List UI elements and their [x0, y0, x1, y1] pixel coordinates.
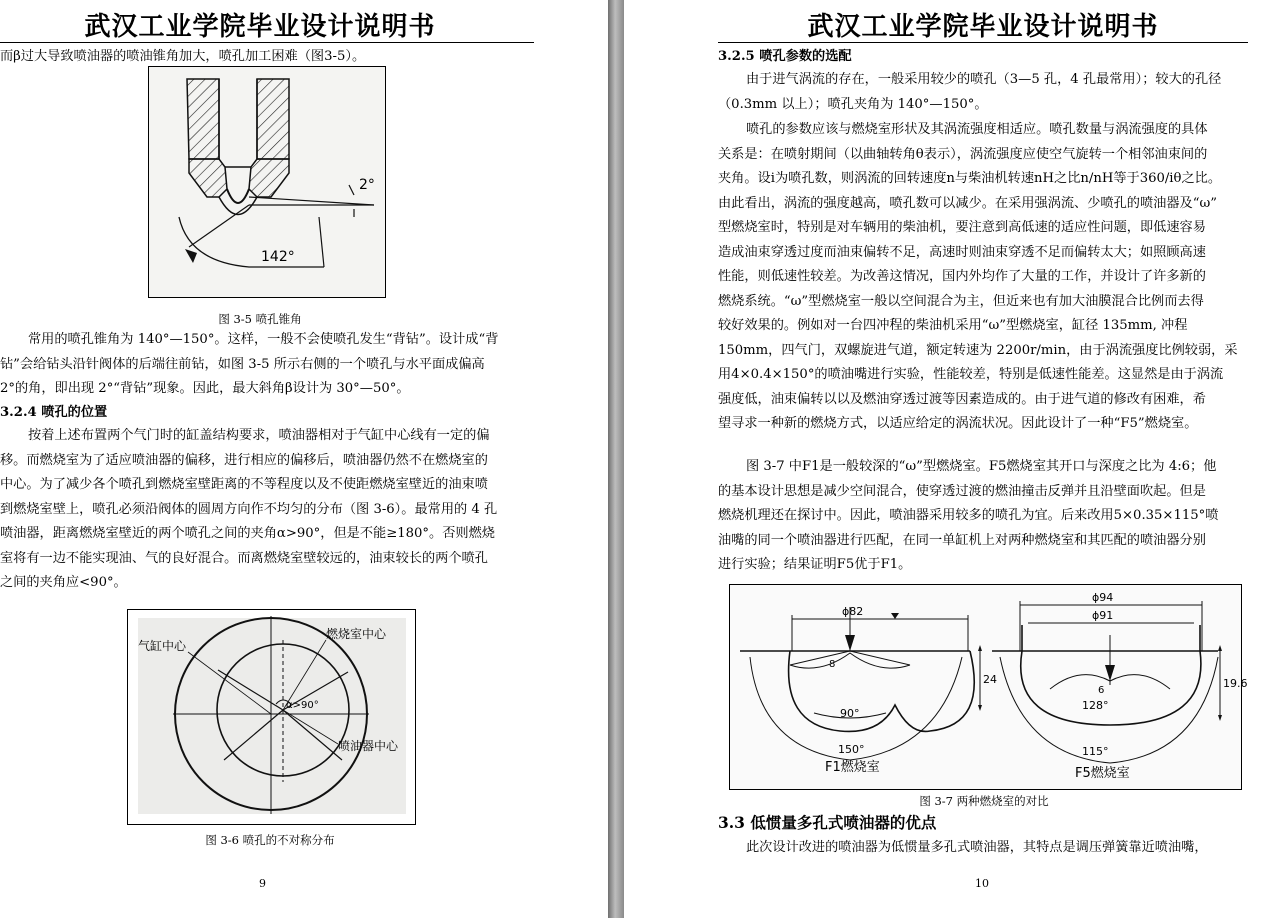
text-line: 150mm，四气门，双螺旋进气道，额定转速为 2200r/min，由于涡流强度比例较弱，采	[718, 342, 1238, 358]
text-line: 强度低，油束偏转以以及燃油穿透过渡等因素造成的。由于进气道的修改有困难，希	[718, 391, 1206, 407]
label-angle-alpha: α>90°	[286, 700, 319, 711]
text-line: 由于进气涡流的存在，一般采用较少的喷孔（3—5 孔，4 孔最常用）；较大的孔径	[746, 72, 1222, 87]
text-line: 到燃烧室壁上，喷孔必须沿阀体的圆周方向作不均匀的分布（图 3-6）。最常用的 4 孔	[0, 501, 498, 517]
nozzle-cone-drawing	[149, 67, 385, 297]
text-line: 图 3-7 中F1是一般较深的“ω”型燃烧室。F5燃烧室其开口与深度之比为 4:6；他	[746, 459, 1217, 474]
section-heading-3-2-4: 3.2.4 喷孔的位置	[0, 405, 108, 420]
text-line: 进行实验；结果证明F5优于F1。	[718, 557, 912, 572]
page-number: 9	[259, 877, 266, 890]
text-line: 2°的角，即出现 2°“背钻”现象。因此，最大斜角β设计为 30°—50°。	[0, 381, 410, 396]
angle-big: 115°	[1082, 745, 1109, 758]
dimension-outer-diameter: ϕ94	[1092, 591, 1114, 604]
asymmetric-holes-drawing	[128, 610, 415, 824]
text-line: 移。而燃烧室为了适应喷油器的偏移，进行相应的偏移后，喷油器仍然不在燃烧室的	[0, 452, 488, 468]
label-cylinder-center: 气缸中心	[138, 639, 187, 653]
text-line: 的基本设计思想是减少空间混合，使穿透过渡的燃油撞击反弹并且沿壁面吹起。但是	[718, 483, 1206, 499]
text-line: 用4×0.4×150°的喷油嘴进行实验，性能较差，特别是低速性能差。这显然是由于涡流	[718, 367, 1224, 382]
text-line: 喷油器，距离燃烧室壁近的两个喷孔之间的夹角α>90°，但是不能≥180°。否则燃烧	[0, 526, 495, 541]
combustion-chamber-comparison	[730, 585, 1248, 789]
chamber-name: F5燃烧室	[1075, 766, 1130, 781]
text-line: 此次设计改进的喷油器为低惯量多孔式喷油器，其特点是调压弹簧靠近喷油嘴，	[746, 840, 1208, 855]
page-number: 10	[975, 877, 989, 890]
text-line: （0.3mm 以上）；喷孔夹角为 140°—150°。	[718, 96, 988, 112]
text-line: 性能，则低速性较差。为改善这情况，国内外均作了大量的工作，并设计了许多新的	[718, 269, 1206, 284]
text-line: 室将有一边不能实现油、气的良好混合。而离燃烧室壁较远的，油束较长的两个喷孔	[0, 550, 488, 566]
paragraph-f5-chamber	[718, 455, 1248, 578]
figure-caption: 图 3-6 喷孔的不对称分布	[205, 833, 335, 847]
header-rule	[0, 42, 534, 43]
figure-3-6	[127, 609, 416, 825]
section-heading-3-2-5: 3.2.5 喷孔参数的选配	[718, 49, 852, 64]
section-heading-3-3: 3.3 低惯量多孔式喷油器的优点	[718, 813, 937, 832]
figure-3-5	[148, 66, 386, 298]
text-line: 夹角。设i为喷孔数，则涡流的回转速度n与柴油机转速nH之比n/nH等于360/iθ之比。	[718, 171, 1222, 186]
text-line: 造成油束穿透过度而油束偏转不足，高速时则油束穿透不足而偏转太大；如照顾高速	[718, 244, 1206, 260]
figure-caption: 图 3-5 喷孔锥角	[218, 312, 302, 326]
text-line: 喷孔的参数应该与燃烧室形状及其涡流强度相适应。喷孔数量与涡流强度的具体	[746, 122, 1208, 137]
paragraph-parameters	[718, 68, 1248, 117]
left-page	[0, 0, 608, 918]
paragraph-hole-position	[0, 424, 534, 596]
chamber-name: F1燃烧室	[825, 760, 880, 775]
right-page	[624, 0, 1280, 918]
text-line: 望寻求一种新的燃烧方式，以适应给定的涡流状况。因此设计了一种“F5”燃烧室。	[718, 416, 1198, 431]
text-line: 由此看出，涡流的强度越高，喷孔数可以减少。在采用强涡流、少喷孔的喷油器及“ω”	[718, 195, 1217, 211]
dimension-diameter: ϕ82	[842, 605, 864, 618]
angle-small: 90°	[840, 707, 860, 720]
page-header: 武汉工业学院毕业设计说明书	[84, 12, 436, 42]
dimension-depth: 24	[983, 673, 997, 686]
text-line: 按着上述布置两个气门时的缸盖结构要求，喷油器相对于气缸中心线有一定的偏	[28, 428, 490, 443]
angle-label-2deg: 2°	[359, 177, 375, 193]
text-line: 钻”会给钻头沿针阀体的后端往前钻，如图 3-5 所示右侧的一个喷孔与水平面成偏高	[0, 356, 485, 372]
page-header: 武汉工业学院毕业设计说明书	[807, 12, 1159, 42]
dimension-depth: 19.6	[1223, 677, 1248, 690]
text-line: 型燃烧室时，特别是对车辆用的柴油机，要注意到高低速的适应性问题，即低速容易	[718, 220, 1206, 235]
text-line: 燃烧系统。“ω”型燃烧室一般以空间混合为主，但近来也有加大油膜混合比例而去得	[718, 293, 1204, 309]
header-rule	[718, 42, 1248, 43]
text-line: 较好效果的。例如对一台四冲程的柴油机采用“ω”型燃烧室，缸径 135mm, 冲程	[718, 318, 1188, 333]
text-line: 中心。为了减少各个喷孔到燃烧室壁距离的不等程度以及不使距燃烧室壁近的油束喷	[0, 477, 488, 492]
label-injector-center: 喷油器中心	[338, 739, 399, 753]
dimension-inner-diameter: ϕ91	[1092, 609, 1114, 622]
text-line: 之间的夹角应<90°。	[0, 575, 127, 590]
figure-3-7	[729, 584, 1248, 790]
angle-label-142deg: 142°	[261, 249, 295, 265]
text-line: 关系是：在喷射期间（以曲轴转角θ表示），涡流强度应使空气旋转一个相邻油束间的	[718, 146, 1208, 162]
angle-small: 128°	[1082, 699, 1109, 712]
angle-big: 150°	[838, 743, 865, 756]
page-gutter	[608, 0, 624, 918]
text-line: 常用的喷孔锥角为 140°—150°。这样，一般不会使喷孔发生“背钻”。设计成“背	[28, 332, 499, 347]
figure-caption: 图 3-7 两种燃烧室的对比	[919, 794, 1049, 808]
paragraph-low-inertia	[718, 836, 1248, 861]
label-chamber-center: 燃烧室中心	[326, 627, 387, 641]
paragraph-cone-angle	[0, 328, 534, 402]
text-line: 燃烧机理还在探讨中。因此，喷油器采用较多的喷孔为宜。后来改用5×0.35×115°喷	[718, 508, 1219, 523]
dimension-small: 6	[1098, 685, 1105, 696]
text-line: 而β过大导致喷油器的喷油锥角加大，喷孔加工困难（图3-5）。	[0, 49, 366, 64]
paragraph-swirl	[718, 118, 1248, 437]
text-line: 油嘴的同一个喷油器进行匹配，在同一单缸机上对两种燃烧室和其匹配的喷油器分别	[718, 532, 1206, 548]
dimension-small: 8	[829, 659, 836, 670]
